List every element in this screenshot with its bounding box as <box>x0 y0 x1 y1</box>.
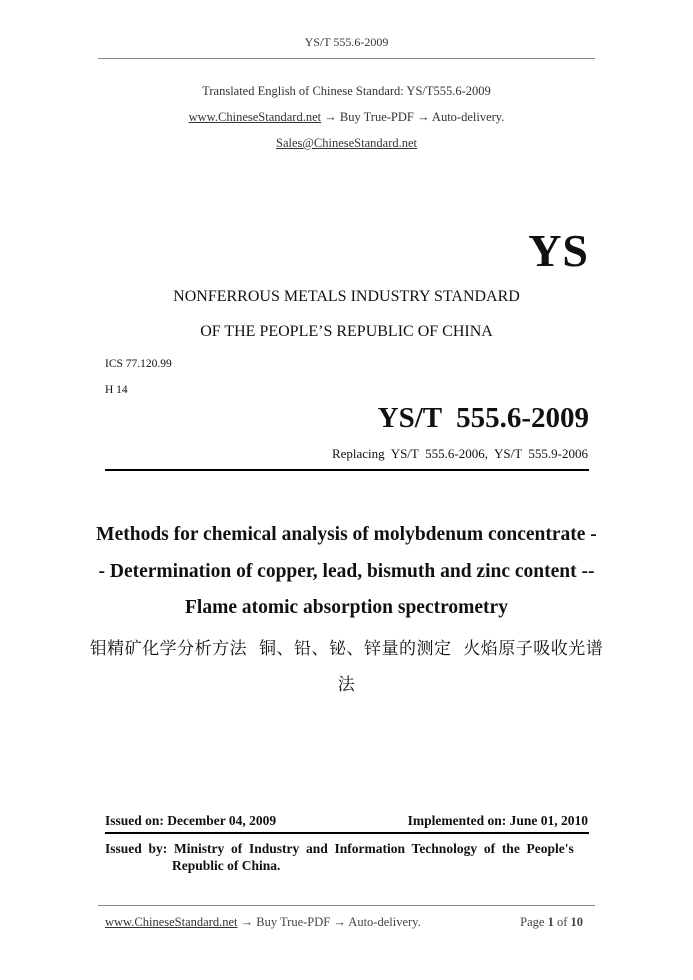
translation-buy-line <box>0 110 693 125</box>
running-header: YS/T 555.6-2009 <box>304 35 389 49</box>
title-rule <box>105 469 589 471</box>
total-pages: 10 <box>570 915 583 929</box>
h-code: H 14 <box>105 384 128 396</box>
sales-line <box>0 136 693 151</box>
header-divider <box>98 58 595 59</box>
title-en-line2: - Determination of copper, lead, bismuth and zinc content -- <box>98 561 595 582</box>
page-number: 1 <box>547 915 554 929</box>
footer-buy-text: → Buy True-PDF → Auto-delivery. <box>237 915 421 929</box>
organization-line2: OF THE PEOPLE’S REPUBLIC OF CHINA <box>200 323 493 340</box>
implemented-date: Implemented on: June 01, 2010 <box>407 813 588 828</box>
ics-code: ICS 77.120.99 <box>105 358 172 370</box>
issued-by-line2: Republic of China. <box>172 858 281 873</box>
footer-divider <box>98 905 595 906</box>
title-en-line1: Methods for chemical analysis of molybdenum concentrate - <box>96 524 597 545</box>
page-indicator <box>520 915 583 930</box>
page-label: Page <box>520 915 545 929</box>
issued-by-line1: Issued by: Ministry of Industry and Information Technology of the People's <box>105 841 574 856</box>
title-cn-line1: 钼精矿化学分析方法 铜、铅、铋、锌量的测定 火焰原子吸收光谱 <box>89 639 604 659</box>
site-link[interactable]: www.ChineseStandard.net <box>188 110 322 124</box>
standard-number: YS/T 555.6-2009 <box>377 402 589 434</box>
issued-date: Issued on: December 04, 2009 <box>105 813 277 828</box>
dates-rule <box>105 832 589 834</box>
organization-line1: NONFERROUS METALS INDUSTRY STANDARD <box>173 288 520 305</box>
sales-email-link[interactable]: Sales@ChineseStandard.net <box>276 136 417 150</box>
ys-logo: YS <box>528 225 589 276</box>
title-en-line3: Flame atomic absorption spectrometry <box>185 597 508 618</box>
footer-left <box>105 915 421 930</box>
buy-text: → Buy True-PDF → Auto-delivery. <box>321 110 505 124</box>
translation-note: Translated English of Chinese Standard: YS/T555.6-2009 <box>202 84 491 98</box>
title-cn-line2: 法 <box>337 675 356 695</box>
footer-site-link[interactable]: www.ChineseStandard.net <box>105 915 238 929</box>
replacing-note: Replacing YS/T 555.6-2006, YS/T 555.9-2006 <box>331 446 588 461</box>
of-label: of <box>556 915 568 929</box>
